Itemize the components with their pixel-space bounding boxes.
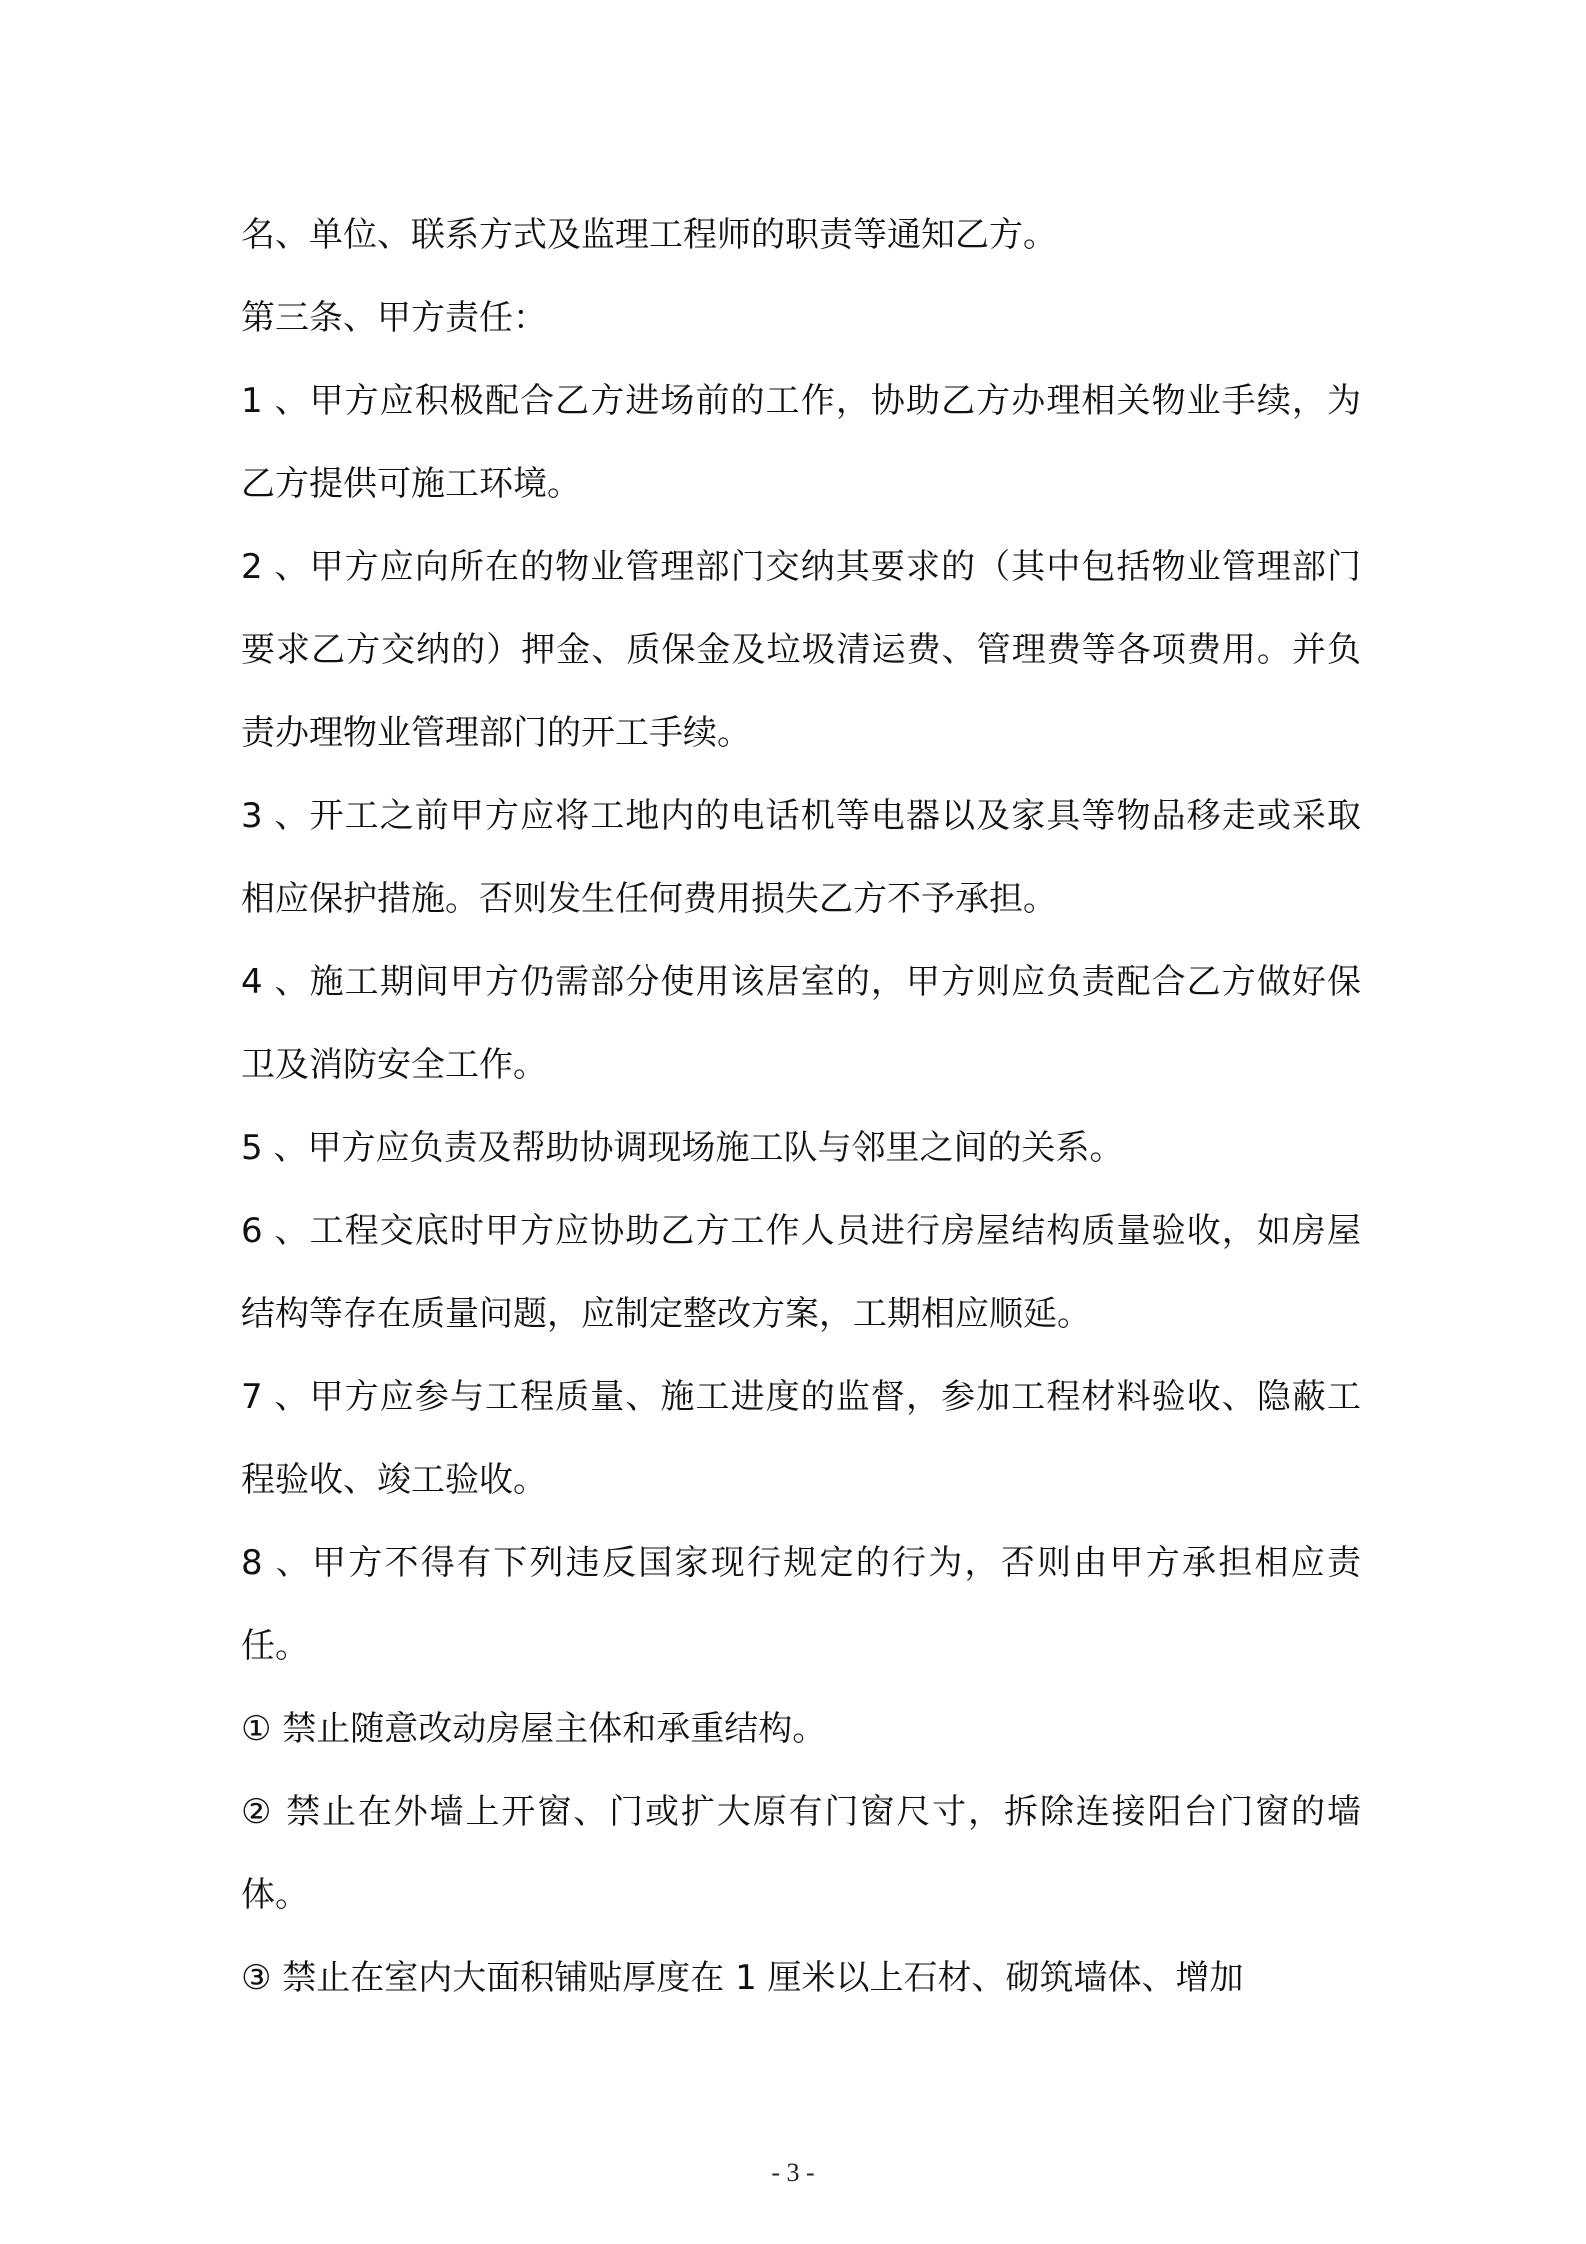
- sub-item-2: ② 禁止在外墙上开窗、门或扩大原有门窗尺寸，拆除连接阳台门窗的墙体。: [241, 1792, 1361, 1915]
- page-number: - 3 -: [771, 2158, 815, 2187]
- paragraph-notify-party-b: 名、单位、联系方式及监理工程师的职责等通知乙方。: [241, 215, 1057, 255]
- clause-8: 8 、甲方不得有下列违反国家现行规定的行为，否则由甲方承担相应责任。: [241, 1543, 1361, 1666]
- clause-3: 3 、开工之前甲方应将工地内的电话机等电器以及家具等物品移走或采取相应保护措施。否则发生任何费用损失乙方不予承担。: [241, 796, 1361, 919]
- clause-5: 5 、甲方应负责及帮助协调现场施工队与邻里之间的关系。: [241, 1128, 1124, 1168]
- sub-item-1: ① 禁止随意改动房屋主体和承重结构。: [241, 1709, 827, 1749]
- clause-2: 2 、甲方应向所在的物业管理部门交纳其要求的（其中包括物业管理部门要求乙方交纳的）押金、质保金及垃圾清运费、管理费等各项费用。并负责办理物业管理部门的开工手续。: [241, 547, 1361, 753]
- clause-1: 1 、甲方应积极配合乙方进场前的工作，协助乙方办理相关物业手续，为乙方提供可施工环境。: [241, 381, 1361, 504]
- sub-item-3: ③ 禁止在室内大面积铺贴厚度在 1 厘米以上石材、砌筑墙体、增加: [241, 1958, 1244, 1998]
- clause-4: 4 、施工期间甲方仍需部分使用该居室的，甲方则应负责配合乙方做好保卫及消防安全工作。: [241, 962, 1361, 1085]
- clause-7: 7 、甲方应参与工程质量、施工进度的监督，参加工程材料验收、隐蔽工程验收、竣工验收。: [241, 1377, 1361, 1500]
- section-heading-article-3: 第三条、甲方责任：: [241, 298, 547, 338]
- clause-6: 6 、工程交底时甲方应协助乙方工作人员进行房屋结构质量验收，如房屋结构等存在质量问题，应制定整改方案，工期相应顺延。: [241, 1211, 1361, 1334]
- document-body: [241, 194, 1361, 2020]
